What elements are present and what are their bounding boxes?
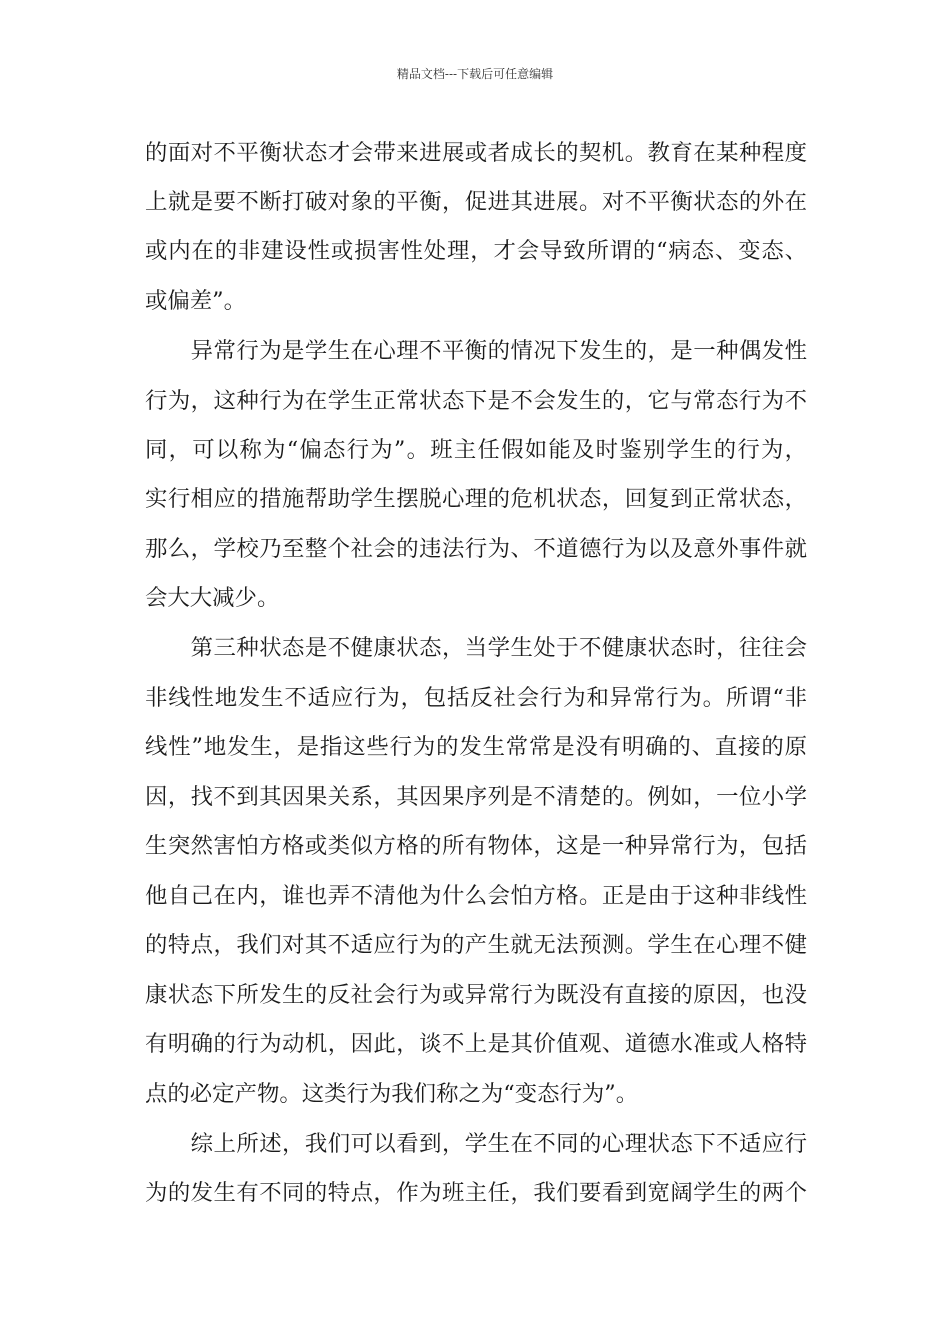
text-line: 行为，这种行为在学生正常状态下是不会发生的，它与常态行为不 [145, 388, 807, 414]
text-line: 综上所述，我们可以看到，学生在不同的心理状态下不适应行 [145, 1131, 807, 1157]
text-line: 他自己在内，谁也弄不清他为什么会怕方格。正是由于这种非线性 [145, 883, 807, 909]
text-line: 的特点，我们对其不适应行为的产生就无法预测。学生在心理不健 [145, 932, 807, 958]
text-line: 有明确的行为动机，因此，谈不上是其价值观、道德水准或人格特 [145, 1031, 807, 1057]
text-line: 会大大减少。 [145, 585, 280, 611]
text-line: 的面对不平衡状态才会带来进展或者成长的契机。教育在某种程度 [145, 140, 807, 166]
text-line: 第三种状态是不健康状态，当学生处于不健康状态时，往往会 [145, 635, 807, 661]
text-line: 或偏差”。 [145, 288, 247, 314]
text-line: 生突然害怕方格或类似方格的所有物体，这是一种异常行为，包括 [145, 833, 807, 859]
text-line: 异常行为是学生在心理不平衡的情况下发生的，是一种偶发性 [145, 338, 807, 364]
text-line: 那么，学校乃至整个社会的违法行为、不道德行为以及意外事件就 [145, 536, 807, 562]
text-line: 上就是要不断打破对象的平衡，促进其进展。对不平衡状态的外在 [145, 189, 807, 215]
page-header: 精品文档---下载后可任意编辑 [396, 67, 554, 81]
text-line: 非线性地发生不适应行为，包括反社会行为和异常行为。所谓“非 [145, 685, 807, 711]
text-line: 点的必定产物。这类行为我们称之为“变态行为”。 [145, 1081, 639, 1107]
text-line: 因，找不到其因果关系，其因果序列是不清楚的。例如，一位小学 [145, 784, 807, 810]
text-line: 康状态下所发生的反社会行为或异常行为既没有直接的原因，也没 [145, 982, 807, 1008]
text-line: 线性”地发生，是指这些行为的发生常常是没有明确的、直接的原 [145, 734, 807, 760]
text-line: 为的发生有不同的特点，作为班主任，我们要看到宽阔学生的两个 [145, 1180, 807, 1206]
text-line: 或内在的非建设性或损害性处理，才会导致所谓的“病态、变态、 [145, 238, 807, 264]
text-line: 同，可以称为“偏态行为”。班主任假如能及时鉴别学生的行为， [145, 437, 807, 463]
text-line: 实行相应的措施帮助学生摆脱心理的危机状态，回复到正常状态， [145, 486, 807, 512]
